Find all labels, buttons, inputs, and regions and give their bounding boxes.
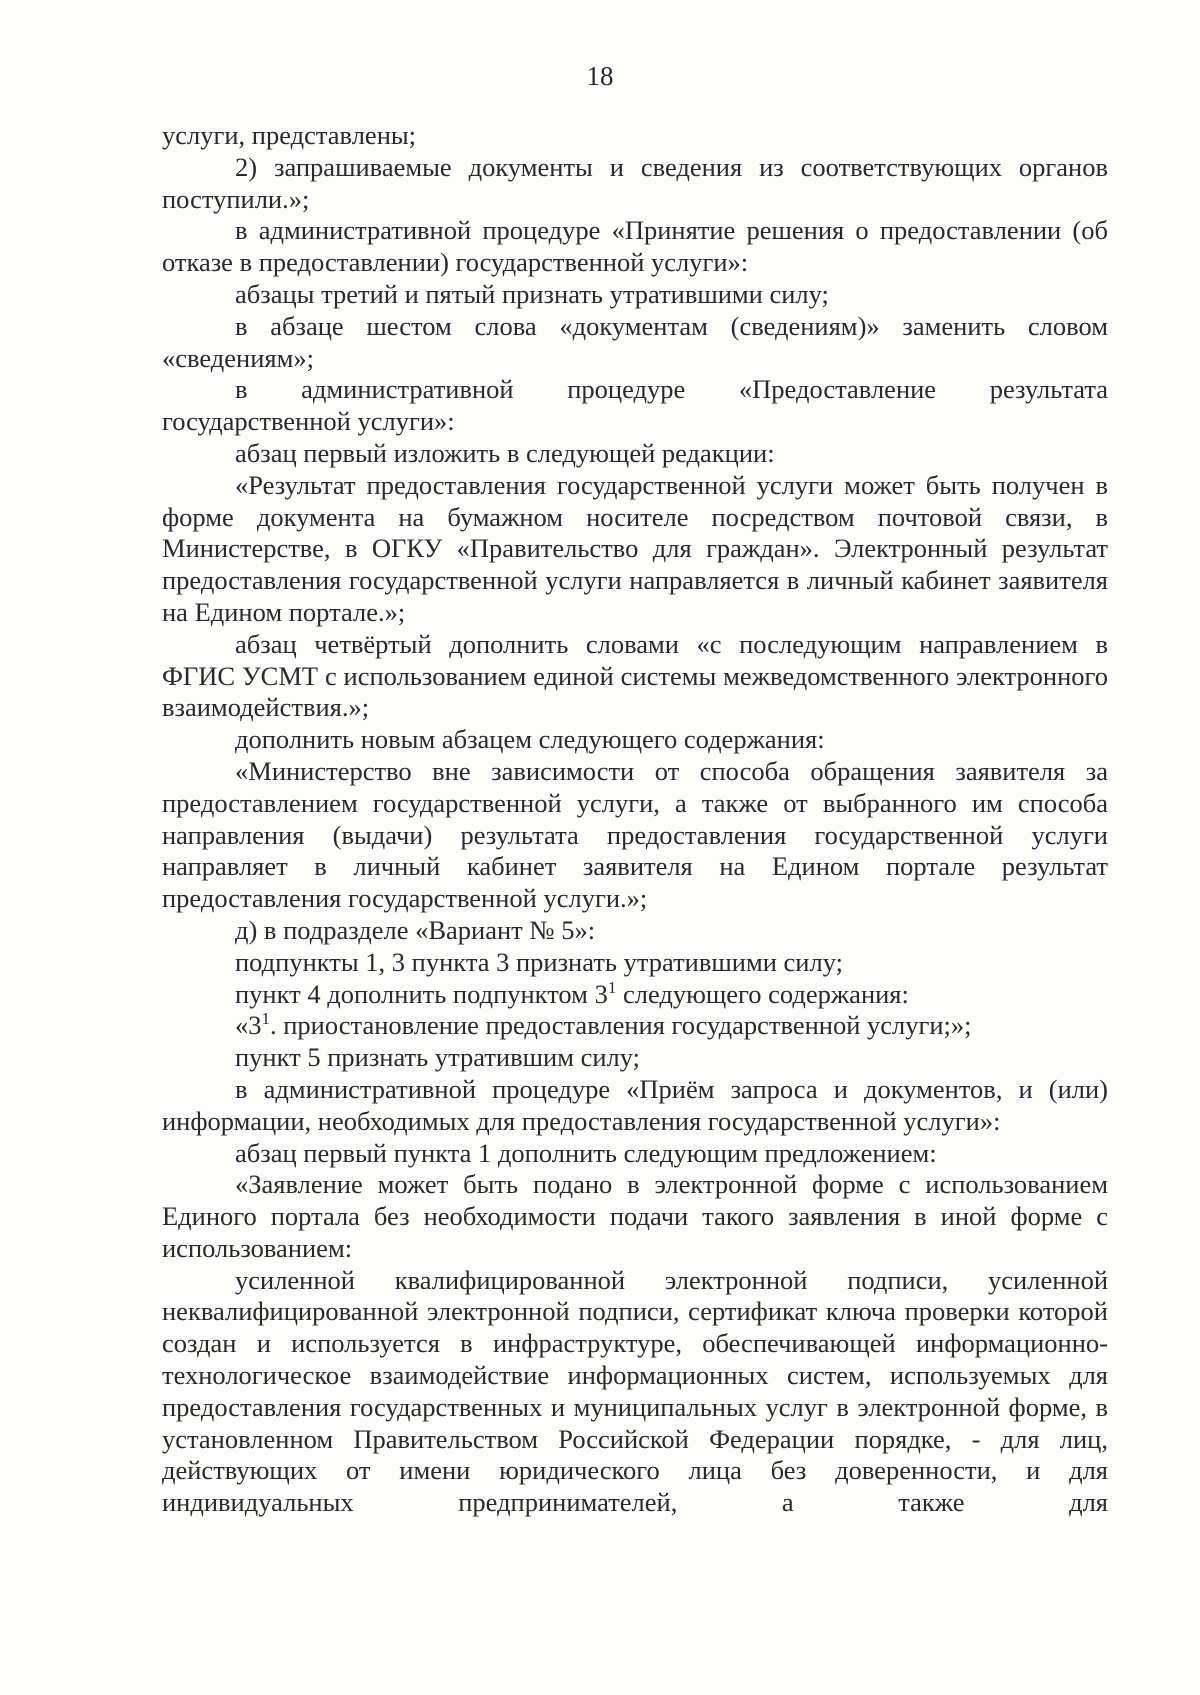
paragraph: абзац первый пункта 1 дополнить следующим предложением:: [235, 1137, 937, 1168]
paragraph-text-tail: . приостановление предоставления государственной услуги;»;: [270, 1010, 972, 1041]
paragraph-text-tail: следующего содержания:: [616, 978, 909, 1009]
paragraph: в административной процедуре «Приём запроса и документов, и (или) информации, необходимых для предоставления государственной услуги»:: [162, 1073, 1108, 1136]
paragraph: подпункты 1, 3 пункта 3 признать утратившими силу;: [235, 946, 843, 977]
paragraph-text: пункт 4 дополнить подпунктом 3: [235, 978, 608, 1009]
document-body: [162, 120, 1108, 1519]
paragraph-with-superscript: [162, 1010, 1108, 1042]
paragraph: в абзаце шестом слова «документам (сведениям)» заменить словом «сведениям»;: [162, 310, 1108, 373]
paragraph: «Заявление может быть подано в электронной форме с использованием Единого портала без необходимости подачи такого заявления в иной форме с использованием:: [162, 1169, 1108, 1263]
paragraph: дополнить новым абзацем следующего содержания:: [235, 724, 825, 755]
paragraph: в административной процедуре «Предоставление результата государственной услуги»:: [162, 374, 1108, 437]
paragraph: абзацы третий и пятый признать утратившими силу;: [235, 278, 829, 309]
page-number: 18: [586, 61, 614, 91]
paragraph: 2) запрашиваемые документы и сведения из соответствующих органов поступили.»;: [162, 151, 1108, 214]
paragraph-text: «3: [235, 1010, 262, 1041]
paragraph: в административной процедуре «Принятие решения о предоставлении (об отказе в предоставлении) государственной услуги»:: [162, 215, 1108, 278]
superscript: 1: [261, 1009, 270, 1029]
paragraph-with-superscript: [162, 979, 1108, 1011]
paragraph: «Результат предоставления государственной услуги может быть получен в форме документа на бумажном носителе посредством почтовой связи, в Министерстве, в ОГКУ «Правительство для граждан». Электронный результат предоставления государственной услуги направляется в личный кабинет заявителя на Едином портале.»;: [162, 469, 1108, 627]
paragraph: д) в подразделе «Вариант № 5»:: [235, 914, 596, 945]
paragraph: «Министерство вне зависимости от способа обращения заявителя за предоставлением государственной услуги, а также от выбранного им способа направления (выдачи) результата предоставления государственной услуги направляет в личный кабинет заявителя на Едином портале результат предоставления государственной услуги.»;: [162, 755, 1108, 914]
paragraph: усиленной квалифицированной электронной подписи, усиленной неквалифицированной электронной подписи, сертификат ключа проверки которой создан и используется в инфраструктуре, обеспечивающей информационно-технологическое взаимодействие информационных систем, используемых для предоставления государственных и муниципальных услуг в электронной форме, в установленном Правительством Российской Федерации порядке, - для лиц, действующих от имени юридического лица без доверенности, и для индивидуальных предпринимателей, а также для: [162, 1264, 1108, 1518]
paragraph: пункт 5 признать утратившим силу;: [235, 1042, 641, 1073]
paragraph: услуги, представлены;: [162, 120, 417, 150]
paragraph: абзац четвёртый дополнить словами «с последующим направлением в ФГИС УСМТ с использованием единой системы межведомственного электронного взаимодействия.»;: [162, 628, 1108, 723]
paragraph: абзац первый изложить в следующей редакции:: [235, 437, 775, 468]
superscript: 1: [607, 977, 617, 997]
